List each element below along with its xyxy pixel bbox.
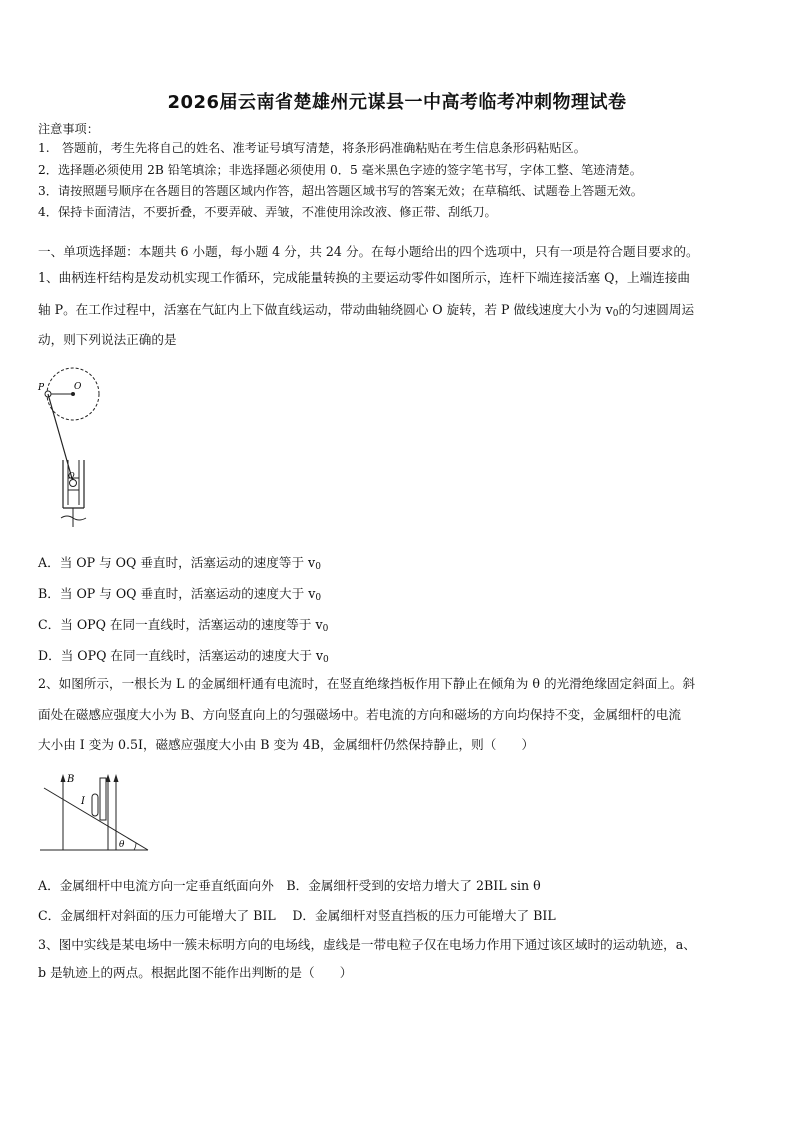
label-i: I — [81, 796, 85, 807]
q2-stem-line: 面处在磁感应强度大小为 B、方向竖直向上的匀强磁场中。若电流的方向和磁场的方向均保持不变，金属细杆的电流 — [38, 707, 681, 722]
incline-figure — [38, 768, 154, 854]
crank-figure — [36, 362, 106, 532]
q3-stem-line: b 是轨迹上的两点。根据此图不能作出判断的是（ ） — [38, 965, 353, 980]
q2-stem-line: 2、如图所示，一根长为 L 的金属细杆通有电流时，在竖直绝缘挡板作用下静止在倾角为 θ 的光滑绝缘固定斜面上。斜 — [38, 676, 696, 691]
q2-options-ab[interactable]: A．金属细杆中电流方向一定垂直纸面向外 B．金属细杆受到的安培力增大了 2BIL sin θ — [38, 878, 541, 893]
label-o: O — [74, 382, 82, 392]
label-b: B — [67, 774, 75, 785]
q1-stem-line: 1、曲柄连杆结构是发动机实现工作循环，完成能量转换的主要运动零件如图所示，连杆下端连接活塞 Q，上端连接曲 — [38, 270, 691, 285]
q2-options-cd[interactable]: C．金属细杆对斜面的压力可能增大了 BIL D．金属细杆对竖直挡板的压力可能增大了 BIL — [38, 908, 556, 923]
label-p: P — [38, 383, 45, 393]
q1-stem-line: 动，则下列说法正确的是 — [38, 332, 177, 347]
q1-option-d[interactable]: D．当 OPQ 在同一直线时，活塞运动的速度大于 $v_0$ — [38, 648, 329, 665]
label-theta: θ — [119, 840, 125, 850]
q2-stem-line: 大小由 I 变为 0.5I，磁感应强度大小由 B 变为 4B，金属细杆仍然保持静止，则（ ） — [38, 737, 535, 752]
q1-stem-line: 轴 P。在工作过程中，活塞在气缸内上下做直线运动，带动曲轴绕圆心 O 旋转，若 P 做线速度大小为 $v_0$的匀速圆周运 — [38, 302, 695, 319]
section-heading: 一、单项选择题：本题共 6 小题，每小题 4 分，共 24 分。在每小题给出的四个选项中，只有一项是符合题目要求的。 — [38, 244, 699, 259]
q1-option-b[interactable]: B．当 OP 与 OQ 垂直时，活塞运动的速度大于 $v_0$ — [38, 586, 322, 603]
q1-option-a[interactable]: A．当 OP 与 OQ 垂直时，活塞运动的速度等于 $v_0$ — [38, 555, 321, 572]
page-title: 2026届云南省楚雄州元谋县一中高考临考冲刺物理试卷 — [167, 92, 627, 113]
notice-heading: 注意事项： — [38, 122, 99, 136]
label-q: Q — [68, 471, 75, 480]
q3-stem-line: 3、图中实线是某电场中一簇未标明方向的电场线，虚线是一带电粒子仅在电场力作用下通过该区域时的运动轨迹，a、 — [38, 937, 696, 952]
notice-item: 1. 答题前，考生先将自己的姓名、准考证号填写清楚，将条形码准确粘贴在考生信息条形码粘贴区。 — [38, 141, 586, 155]
notice-item: 4．保持卡面清洁，不要折叠，不要弄破、弄皱，不准使用涂改液、修正带、刮纸刀。 — [38, 205, 497, 219]
q1-option-c[interactable]: C．当 OPQ 在同一直线时，活塞运动的速度等于 $v_0$ — [38, 617, 329, 634]
notice-item: 2．选择题必须使用 2B 铅笔填涂；非选择题必须使用 0．5 毫米黑色字迹的签字笔书写，字体工整、笔迹清楚。 — [38, 163, 642, 177]
notice-item: 3．请按照题号顺序在各题目的答题区域内作答，超出答题区域书写的答案无效；在草稿纸、试题卷上答题无效。 — [38, 184, 643, 198]
